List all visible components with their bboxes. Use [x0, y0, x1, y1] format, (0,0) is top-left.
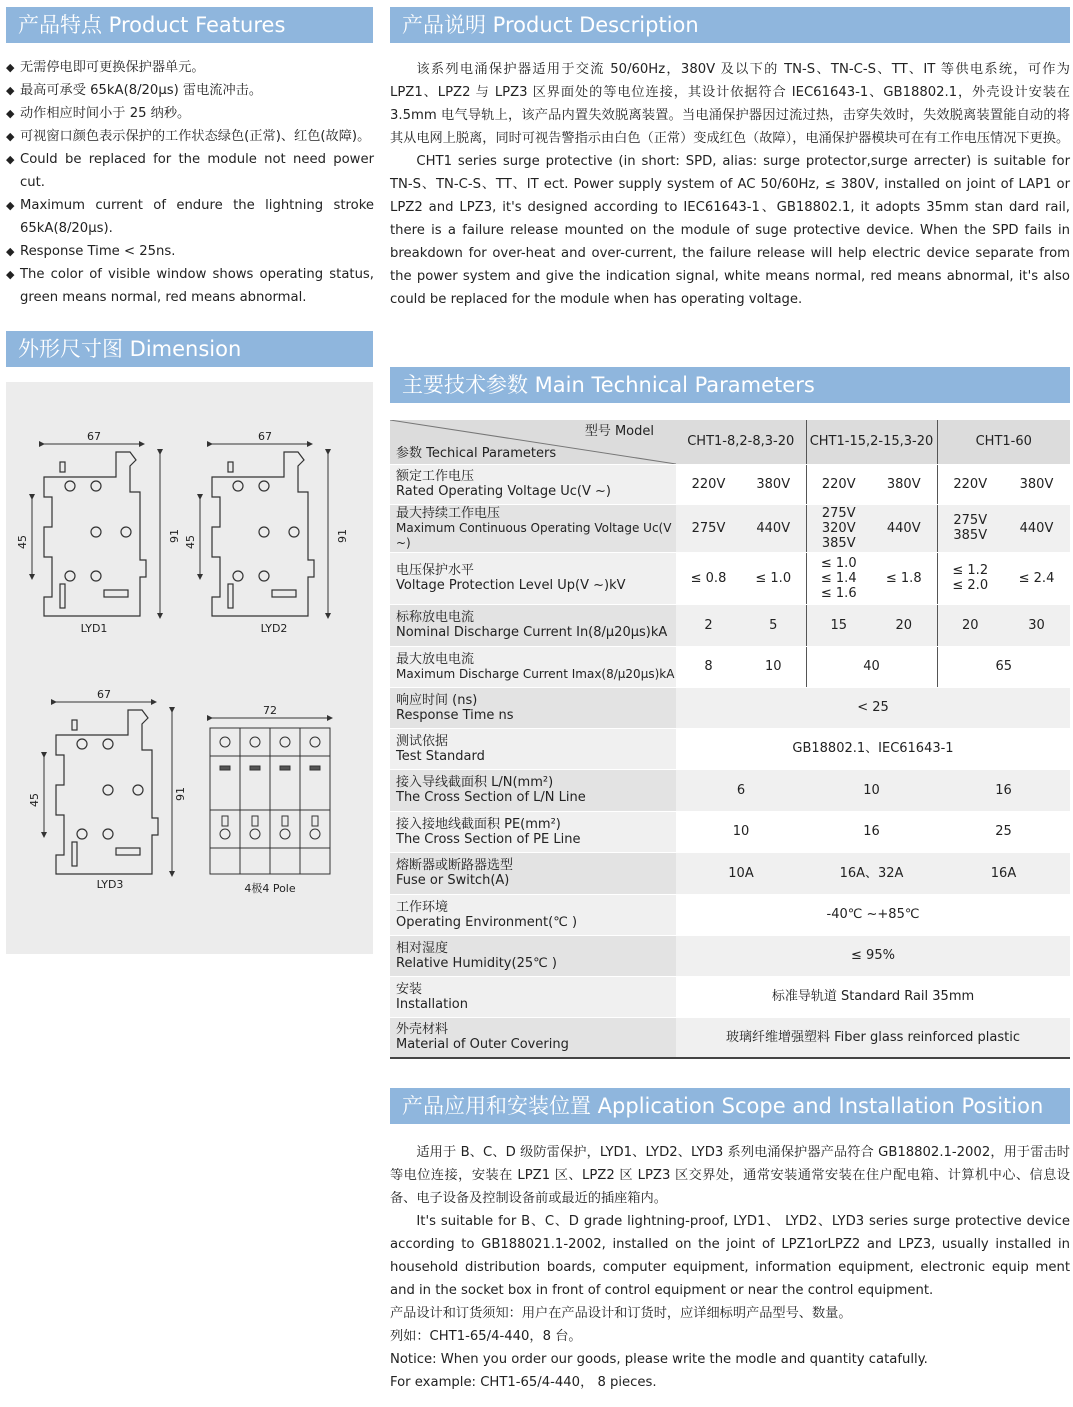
application-text: [390, 1141, 1070, 1394]
dim-width-67: 67: [97, 688, 111, 701]
diamond-bullet-icon: ◆: [6, 61, 15, 74]
cell: 25: [937, 811, 1070, 852]
diamond-bullet-icon: ◆: [6, 107, 15, 120]
dimension-diagram: [6, 382, 373, 954]
table-row: [390, 852, 1070, 894]
model-col-1: CHT1-8,2-8,3-20: [676, 420, 806, 464]
row-label-en: Material of Outer Covering: [396, 1037, 569, 1053]
dimension-header: 外形尺寸图 Dimension: [6, 331, 373, 367]
cell: 275V: [676, 504, 741, 552]
cell-line: 385V: [821, 535, 856, 551]
dim-height-45: 45: [16, 535, 29, 549]
cell: 10: [806, 769, 937, 811]
diamond-bullet-icon: ◆: [6, 153, 15, 166]
row-label-en: Test Standard: [396, 748, 485, 764]
cell: [806, 504, 871, 552]
cell-line: ≤ 1.4: [820, 570, 857, 586]
cell: 6: [676, 769, 806, 811]
cell-line: 385V: [953, 528, 988, 543]
table-row: [390, 464, 1070, 504]
row-label-en: Response Time ns: [396, 707, 514, 723]
cell: 10A: [676, 852, 806, 894]
params-table: [390, 420, 1070, 1059]
cell: 8: [676, 646, 741, 687]
model-col-3: CHT1-60: [937, 420, 1070, 464]
cell-line: 275V: [953, 513, 988, 528]
dim-width-67: 67: [258, 430, 272, 443]
cell: 玻璃纤维增强塑料 Fiber glass reinforced plastic: [676, 1017, 1070, 1058]
table-row: [390, 728, 1070, 769]
dim-height-91: 91: [174, 787, 187, 801]
feature-item: ◆ 最高可承受 65kA(8/20μs) 雷电流冲击。: [6, 79, 374, 102]
row-label-en: The Cross Section of L/N Line: [396, 790, 586, 805]
row-label-en: Operating Environment(℃ ): [396, 914, 578, 930]
feature-item: ◆ Maximum current of endure the lightning stroke 65kA(8/20μs).: [6, 194, 374, 240]
cell: [806, 552, 871, 604]
feature-list: [6, 56, 374, 309]
description-header: 产品说明 Product Description: [390, 7, 1070, 43]
dimension-drawings: [6, 382, 373, 954]
row-label-cn: 最大放电电流: [396, 651, 475, 667]
cell: 10: [676, 811, 806, 852]
diamond-bullet-icon: ◆: [6, 199, 15, 212]
cell: 20: [871, 604, 937, 646]
order-example-en: For example: CHT1-65/4-440， 8 pieces.: [390, 1375, 657, 1390]
application-header: 产品应用和安装位置 Application Scope and Installation Position: [390, 1088, 1070, 1124]
cell: ≤ 1.0: [741, 552, 806, 604]
row-label-cn: 相对湿度: [396, 940, 449, 956]
cell: 标准导轨道 Standard Rail 35mm: [676, 976, 1070, 1017]
cell-line: 275V: [821, 505, 856, 521]
cell: 380V: [871, 464, 937, 504]
params-header: 主要技术参数 Main Technical Parameters: [390, 367, 1070, 403]
lyd2-drawing: [200, 444, 328, 616]
cell: ≤ 95%: [676, 935, 1070, 976]
table-row: [390, 604, 1070, 646]
row-label-en: Nominal Discharge Current In(8/μ20μs)kA: [396, 625, 668, 640]
four-pole-drawing: [210, 718, 330, 874]
row-label-cn: 熔断器或断路器选型: [396, 858, 514, 873]
table-row: [390, 811, 1070, 852]
row-label-cn: 电压保护水平: [396, 563, 475, 578]
table-row: [390, 504, 1070, 552]
lyd3-label: LYD3: [96, 878, 124, 891]
cell: 20: [937, 604, 1003, 646]
dim-width-72: 72: [263, 704, 277, 717]
cell: < 25: [676, 687, 1070, 728]
cell: 380V: [741, 464, 806, 504]
cell: 65: [937, 646, 1070, 687]
cell: ≤ 2.4: [1003, 552, 1070, 604]
lyd3-drawing: [44, 702, 172, 874]
diamond-bullet-icon: ◆: [6, 268, 15, 281]
dim-width-67: 67: [87, 430, 101, 443]
diamond-bullet-icon: ◆: [6, 245, 15, 258]
dim-height-45: 45: [184, 535, 197, 549]
row-label-en: Voltage Protection Level Up(V ~)kV: [396, 578, 626, 593]
row-label-cn: 接入导线截面积 L/N(mm²): [396, 775, 554, 790]
four-pole-label: 4极4 Pole: [244, 882, 296, 895]
row-label-cn: 安装: [396, 981, 423, 997]
row-label-cn: 接入接地线截面积 PE(mm²): [396, 816, 561, 832]
description-text: [390, 58, 1070, 311]
model-col-2: CHT1-15,2-15,3-20: [806, 420, 937, 464]
param-label: 参数 Techical Parameters: [396, 445, 557, 461]
cell: 15: [806, 604, 871, 646]
cell: 440V: [741, 504, 806, 552]
cell: -40℃ ~+85℃: [676, 894, 1070, 935]
lyd1-label: LYD1: [80, 622, 108, 635]
row-label-en: Rated Operating Voltage Uc(V ~): [396, 484, 611, 499]
cell: 16A: [937, 852, 1070, 894]
cell: 40: [806, 646, 937, 687]
dim-height-91: 91: [336, 529, 349, 543]
table-row: [390, 976, 1070, 1017]
cell-line: ≤ 1.0: [820, 555, 857, 571]
dim-height-45: 45: [28, 793, 41, 807]
feature-item: ◆ 无需停电即可更换保护器单元。: [6, 56, 374, 79]
feature-item: ◆ 可视窗口颜色表示保护的工作状态绿色(正常)、红色(故障)。: [6, 125, 374, 148]
row-label-cn: 额定工作电压: [396, 469, 475, 484]
description-en: CHT1 series surge protective (in short: SPD, alias: surge protector,surge arrecter) is suitable for TN-S、TN-C-S、TT、IT ect. Power supply system of AC 50/60Hz, ≤ 380V, installed on joint of LAP1 or LPZ2 and LPZ3, it's designed according to IEC61643-1、GB18802.1, it adopts 35mm stan dard rail, there is a failure release mounted on the module of suge protective device. When the SPD fails in breakdown for over-heat and over-current, the failure release will help electric device separate from the power system and give the indication signal, white means normal, red means abnormal, it's also could be replaced for the module when has operating voltage.: [390, 154, 1070, 307]
cell: ≤ 0.8: [676, 552, 741, 604]
application-en: It's suitable for B、C、D grade lightning-proof, LYD1、 LYD2、LYD3 series surge protective device according to GB188021.1-2002, installed on the joint of LPZ1orLPZ2 and LPZ3, usually installed in household distribution boards, computer equipment, information equipment, electronic equip ment and in the socket box in front of control equipment or near the control equipment.: [390, 1214, 1070, 1298]
cell: 440V: [1003, 504, 1070, 552]
cell: 16A、32A: [806, 852, 937, 894]
lyd2-label: LYD2: [260, 622, 288, 635]
feature-item: ◆ The color of visible window shows operating status, green means normal, red means abnormal.: [6, 263, 374, 309]
feature-item: ◆ Could be replaced for the module not need power cut.: [6, 148, 374, 194]
row-label-en: Installation: [396, 996, 469, 1012]
table-corner-header: [390, 420, 676, 464]
table-row: [390, 687, 1070, 728]
cell: 220V: [937, 464, 1003, 504]
table-row: [390, 646, 1070, 687]
table-row: [390, 769, 1070, 811]
row-label-cn: 测试依据: [396, 733, 449, 749]
cell: 380V: [1003, 464, 1070, 504]
table-row: [390, 1017, 1070, 1058]
row-label-en: Relative Humidity(25℃ ): [396, 955, 557, 971]
cell: [937, 552, 1003, 604]
row-label-en: Maximum Continuous Operating Voltage Uc(V ~): [396, 520, 672, 550]
row-label-cn: 工作环境: [396, 899, 449, 915]
order-example-cn: 列如：CHT1-65/4-440，8 台。: [390, 1329, 582, 1344]
cell: 220V: [806, 464, 871, 504]
dim-height-91: 91: [168, 529, 181, 543]
cell: 220V: [676, 464, 741, 504]
order-note-en: Notice: When you order our goods, please write the modle and quantity catafully.: [390, 1352, 928, 1367]
row-label-cn: 外壳材料: [396, 1022, 449, 1038]
cell: GB18802.1、IEC61643-1: [676, 728, 1070, 769]
description-cn: 该系列电涌保护器适用于交流 50/60Hz，380V 及以下的 TN-S、TN-C-S、TT、IT 等供电系统，可作为 LPZ1、LPZ2 与 LPZ3 区界面处的等电位连接，其设计依据符合 IEC61643-1、GB18802.1，外壳设计安装在 3.5mm 电气导轨上，该产品内置失效脱离装置。当电涌保护器因过流过热，击穿失效时，失效脱离装置能自动的将其从电网上脱离，同时可视告警指示由白色（正常）变成红色（故障），电涌保护器模块可在有工作电压情况下更换。: [390, 62, 1070, 146]
cell-line: 320V: [821, 520, 856, 536]
row-label-cn: 标称放电电流: [396, 610, 475, 625]
row-label-en: Maximum Discharge Current Imax(8/μ20μs)kA: [396, 666, 675, 681]
cell: 16: [937, 769, 1070, 811]
lyd1-drawing: [32, 444, 160, 616]
row-label-en: Fuse or Switch(A): [396, 873, 510, 888]
cell-line: ≤ 1.2: [952, 563, 989, 578]
row-label-cn: 响应时间 (ns): [396, 692, 478, 708]
cell: 440V: [871, 504, 937, 552]
cell: 5: [741, 604, 806, 646]
cell: 30: [1003, 604, 1070, 646]
application-cn: 适用于 B、C、D 级防雷保护，LYD1、LYD2、LYD3 系列电涌保护器产品符合 GB18802.1-2002，用于雷击时等电位连接，安装在 LPZ1 区、LPZ2 区 LPZ3 区交界处，通常安装通常安装在住户配电箱、计算机中心、信息设备、电子设备及控制设备前或最近的插座箱内。: [390, 1145, 1070, 1206]
table-row: [390, 894, 1070, 935]
cell-line: ≤ 2.0: [952, 578, 989, 593]
features-header: 产品特点 Product Features: [6, 7, 373, 43]
table-row: [390, 552, 1070, 604]
feature-item: ◆ Response Time < 25ns.: [6, 240, 374, 263]
diamond-bullet-icon: ◆: [6, 130, 15, 143]
cell: [937, 504, 1003, 552]
table-row: [390, 935, 1070, 976]
cell: ≤ 1.8: [871, 552, 937, 604]
cell: 16: [806, 811, 937, 852]
model-label: 型号 Model: [584, 424, 654, 439]
cell: 10: [741, 646, 806, 687]
cell: 2: [676, 604, 741, 646]
diamond-bullet-icon: ◆: [6, 84, 15, 97]
row-label-cn: 最大持续工作电压: [396, 505, 501, 521]
row-label-en: The Cross Section of PE Line: [396, 831, 581, 847]
order-note-cn: 产品设计和订货须知：用户在产品设计和订货时，应详细标明产品型号、数量。: [390, 1306, 852, 1321]
feature-item: ◆ 动作相应时间小于 25 纳秒。: [6, 102, 374, 125]
cell-line: ≤ 1.6: [820, 585, 857, 601]
